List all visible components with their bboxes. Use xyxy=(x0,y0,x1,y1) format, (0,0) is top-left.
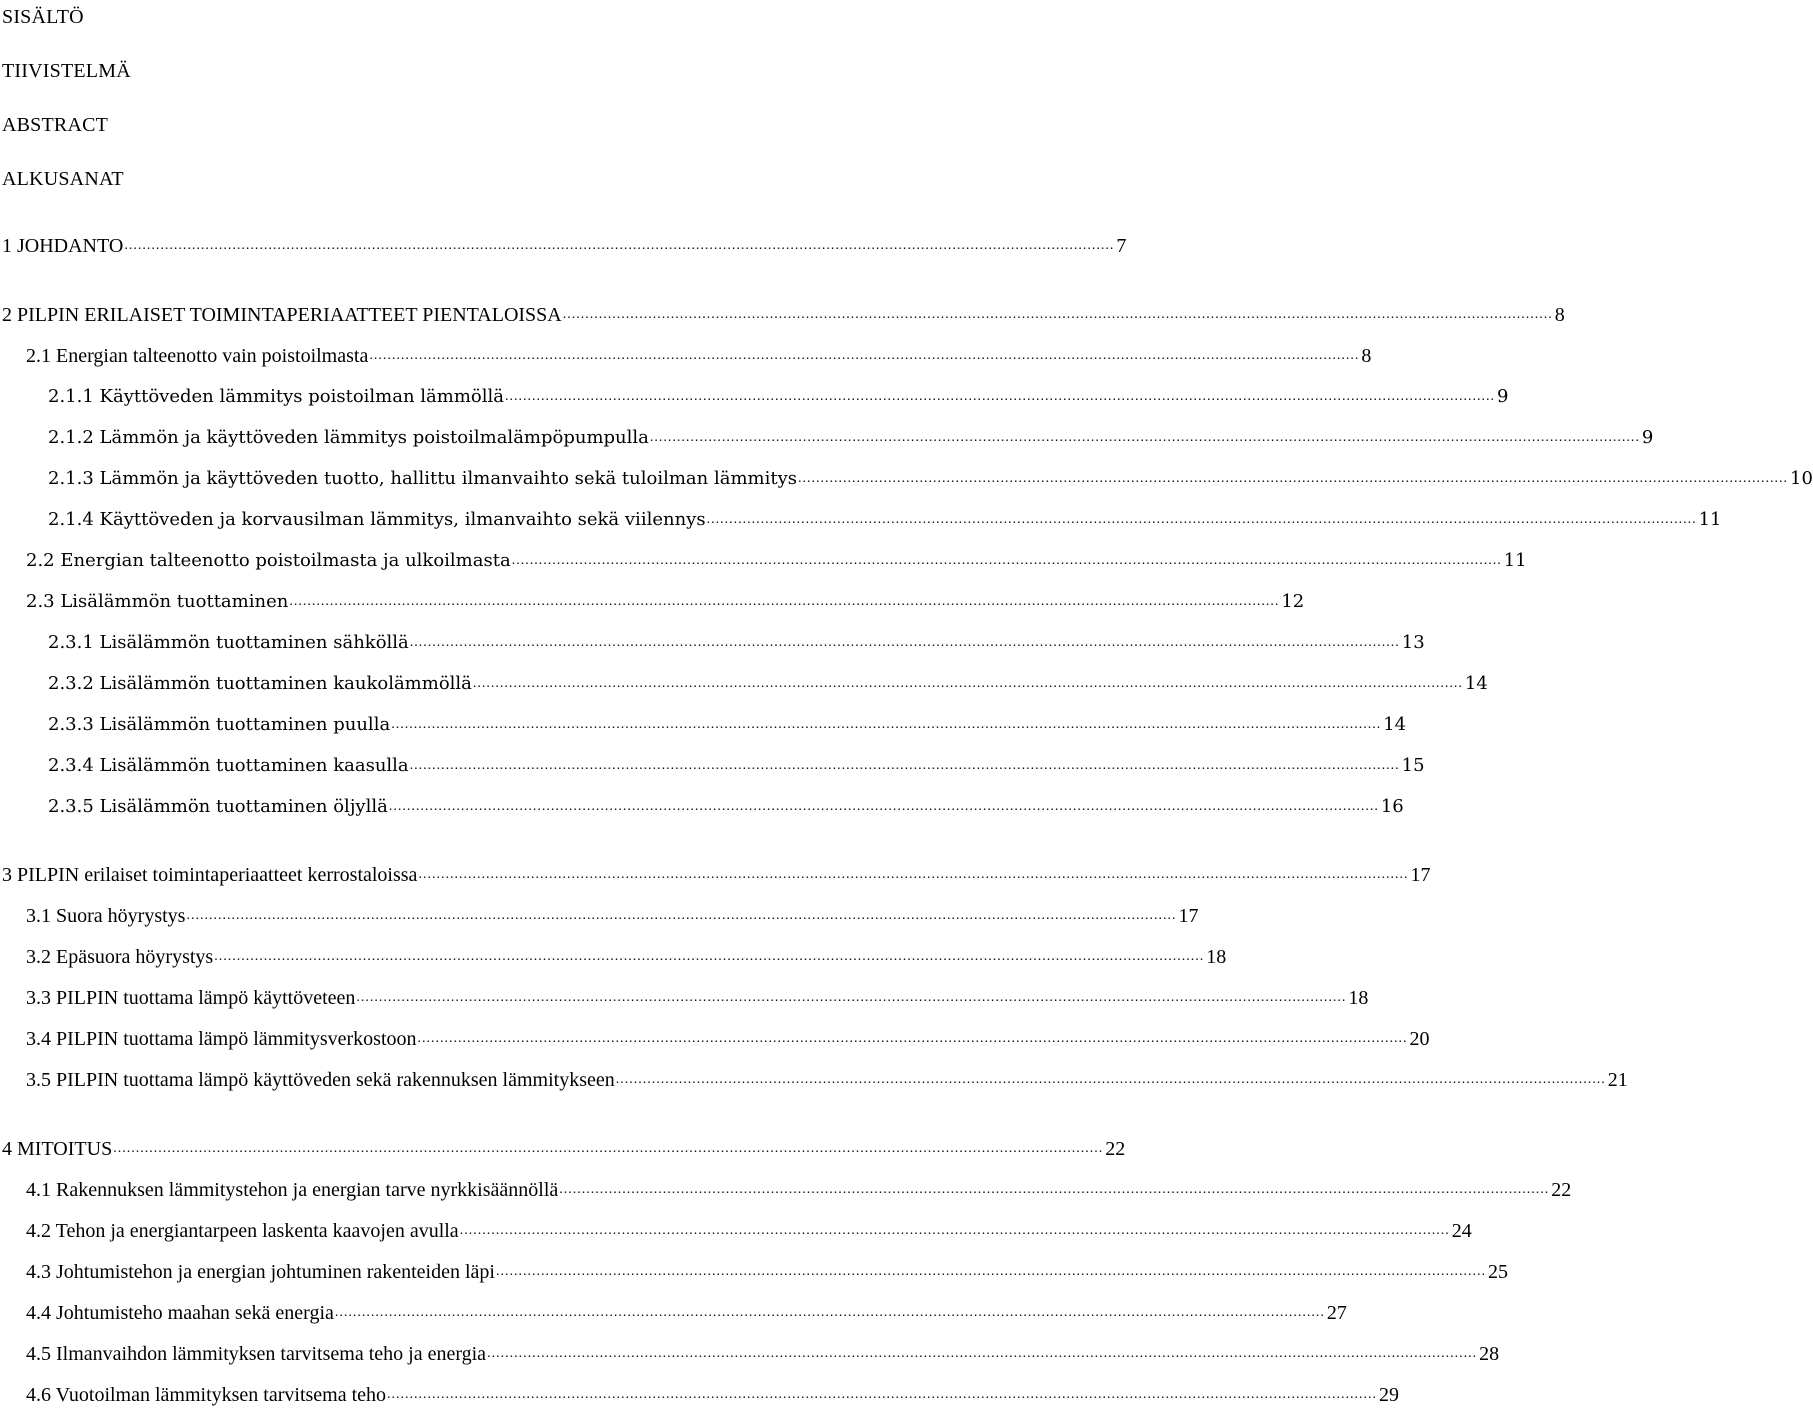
toc-entry[interactable] xyxy=(48,382,1509,408)
toc-entry-label: 2.3.4 Lisälämmön tuottaminen kaasulla xyxy=(48,755,409,776)
leader-dots: ............................................................................................................................................................................................................................ xyxy=(369,348,1360,363)
toc-entry-page: 22 xyxy=(1105,1138,1126,1160)
toc-entry-page: 11 xyxy=(1698,509,1722,530)
leader-dots: ............................................................................................................................................................................................................................ xyxy=(409,635,1400,650)
toc-entry-page: 9 xyxy=(1497,386,1509,407)
toc-entry-page: 11 xyxy=(1503,550,1527,571)
toc-entry-label: 2.3.3 Lisälämmön tuottaminen puulla xyxy=(48,714,391,735)
leader-dots: ............................................................................................................................................................................................................................ xyxy=(495,1264,1486,1279)
toc-entry-label: ABSTRACT xyxy=(2,114,109,136)
toc-entry-label: ALKUSANAT xyxy=(2,168,124,190)
toc-entry[interactable] xyxy=(26,587,1305,613)
leader-dots: ............................................................................................................................................................................................................................ xyxy=(487,1346,1478,1361)
leader-dots: ............................................................................................................................................................................................................................ xyxy=(562,307,1553,322)
toc-entry-label: 2.1.2 Lämmön ja käyttöveden lämmitys poistoilmalämpöpumpulla xyxy=(48,427,649,448)
toc-entry[interactable] xyxy=(26,1257,1508,1283)
toc-entry[interactable] xyxy=(26,942,1227,968)
leader-dots: ............................................................................................................................................................................................................................ xyxy=(615,1072,1606,1087)
toc-entry-label: 2.2 Energian talteenotto poistoilmasta ja ulkoilmasta xyxy=(26,550,511,571)
toc-entry[interactable] xyxy=(26,1339,1500,1365)
leader-dots: ............................................................................................................................................................................................................................ xyxy=(214,949,1205,964)
toc-entry-label: 3 PILPIN erilaiset toimintaperiaatteet kerrostaloissa xyxy=(2,864,418,886)
toc-entry-label: 2 PILPIN ERILAISET TOIMINTAPERIAATTEET PIENTALOISSA xyxy=(2,304,562,326)
toc-entry[interactable] xyxy=(26,341,1372,367)
toc-entry-page: 17 xyxy=(1178,905,1199,927)
toc-entry[interactable] xyxy=(48,505,1722,531)
leader-dots: ............................................................................................................................................................................................................................ xyxy=(418,867,1409,882)
toc-entry-label: 4.3 Johtumistehon ja energian johtuminen rakenteiden läpi xyxy=(26,1261,495,1283)
toc-entry-page: 21 xyxy=(1607,1069,1628,1091)
toc-entry-page: 25 xyxy=(1487,1261,1508,1283)
toc-entry-page: 14 xyxy=(1383,714,1407,735)
toc-entry-page: 14 xyxy=(1464,673,1488,694)
toc-entry[interactable] xyxy=(26,1024,1430,1050)
leader-dots: ............................................................................................................................................................................................................................ xyxy=(289,594,1280,609)
leader-dots: ............................................................................................................................................................................................................................ xyxy=(798,471,1789,486)
leader-dots: ............................................................................................................................................................................................................................ xyxy=(334,1305,1325,1320)
leader-dots: ............................................................................................................................................................................................................................ xyxy=(186,908,1177,923)
toc-entry[interactable] xyxy=(48,751,1425,777)
toc-entry-page: 7 xyxy=(1116,235,1127,257)
toc-entry-label: 2.1.1 Käyttöveden lämmitys poistoilman lämmöllä xyxy=(48,386,504,407)
toc-entry-page: 13 xyxy=(1401,632,1425,653)
toc-entry-label: SISÄLTÖ xyxy=(2,6,84,28)
toc-entry-label: 3.2 Epäsuora höyrystys xyxy=(26,946,214,968)
leader-dots: ............................................................................................................................................................................................................................ xyxy=(706,512,1697,527)
toc-entry-page: 18 xyxy=(1348,987,1369,1009)
toc-entry[interactable] xyxy=(2,1134,1126,1160)
toc-entry-page: 20 xyxy=(1409,1028,1430,1050)
toc-entry-page: 16 xyxy=(1380,796,1404,817)
toc-entry[interactable] xyxy=(26,546,1527,572)
leader-dots: ............................................................................................................................................................................................................................ xyxy=(511,553,1502,568)
toc-entry[interactable] xyxy=(48,423,1654,449)
toc-entry[interactable] xyxy=(26,1380,1400,1406)
leader-dots: ............................................................................................................................................................................................................................ xyxy=(559,1182,1550,1197)
toc-entry-page: 9 xyxy=(1641,427,1654,448)
leader-dots: ............................................................................................................................................................................................................................ xyxy=(649,430,1640,445)
toc-entry-label: 4.2 Tehon ja energiantarpeen laskenta kaavojen avulla xyxy=(26,1220,459,1242)
toc-entry[interactable] xyxy=(26,983,1369,1009)
toc-entry[interactable] xyxy=(26,1065,1628,1091)
toc-entry-page: 29 xyxy=(1379,1384,1400,1406)
toc-entry-page: 12 xyxy=(1281,591,1305,612)
leader-dots: ............................................................................................................................................................................................................................ xyxy=(124,238,1115,253)
toc-entry-label: 2.3.5 Lisälämmön tuottaminen öljyllä xyxy=(48,796,388,817)
toc-entry-page: 8 xyxy=(1554,304,1565,326)
toc-entry-page: 18 xyxy=(1206,946,1227,968)
toc-entry[interactable] xyxy=(48,669,1488,695)
toc-entry-label: 4 MITOITUS xyxy=(2,1138,113,1160)
toc-entry[interactable] xyxy=(26,1175,1572,1201)
toc-entry[interactable] xyxy=(48,628,1425,654)
toc-entry-page: 17 xyxy=(1410,864,1431,886)
leader-dots: ............................................................................................................................................................................................................................ xyxy=(417,1031,1408,1046)
leader-dots: ............................................................................................................................................................................................................................ xyxy=(505,389,1495,404)
toc-entry[interactable] xyxy=(2,300,1565,326)
toc-entry-label: 2.1 Energian talteenotto vain poistoilmasta xyxy=(26,345,369,367)
toc-entry-label: 2.1.3 Lämmön ja käyttöveden tuotto, hallittu ilmanvaihto sekä tuloilman lämmitys xyxy=(48,468,798,489)
toc-entry[interactable] xyxy=(26,901,1199,927)
toc-heading-sisalto[interactable] xyxy=(2,2,959,28)
toc-entry-label: 4.1 Rakennuksen lämmitystehon ja energian tarve nyrkkisäännöllä xyxy=(26,1179,559,1201)
leader-dots: ............................................................................................................................................................................................................................ xyxy=(409,758,1400,773)
toc-entry-page: 28 xyxy=(1479,1343,1500,1365)
toc-entry[interactable] xyxy=(48,710,1407,736)
toc-entry-page: 22 xyxy=(1551,1179,1572,1201)
toc-entry-label: 3.5 PILPIN tuottama lämpö käyttöveden sekä rakennuksen lämmitykseen xyxy=(26,1069,615,1091)
toc-entry-page: 24 xyxy=(1451,1220,1472,1242)
leader-dots: ............................................................................................................................................................................................................................ xyxy=(387,1387,1378,1402)
toc-entry-label: 2.3.2 Lisälämmön tuottaminen kaukolämmöllä xyxy=(48,673,472,694)
toc-entry-page: 8 xyxy=(1361,345,1372,367)
leader-dots: ............................................................................................................................................................................................................................ xyxy=(113,1141,1104,1156)
toc-entry[interactable] xyxy=(2,860,1431,886)
toc-entry-label: 2.3 Lisälämmön tuottaminen xyxy=(26,591,289,612)
toc-entry-page: 10 xyxy=(1790,468,1813,489)
toc-entry[interactable] xyxy=(2,231,1127,257)
leader-dots: ............................................................................................................................................................................................................................ xyxy=(391,717,1382,732)
toc-heading-tiivistelma[interactable] xyxy=(2,56,959,82)
toc-heading-abstract[interactable] xyxy=(2,110,959,136)
toc-entry-label: 4.5 Ilmanvaihdon lämmityksen tarvitsema teho ja energia xyxy=(26,1343,487,1365)
toc-entry-label: TIIVISTELMÄ xyxy=(2,60,131,82)
toc-entry-label: 3.4 PILPIN tuottama lämpö lämmitysverkostoon xyxy=(26,1028,417,1050)
toc-entry-page: 27 xyxy=(1326,1302,1347,1324)
toc-entry[interactable] xyxy=(26,1216,1472,1242)
leader-dots: ............................................................................................................................................................................................................................ xyxy=(356,990,1347,1005)
toc-entry-label: 2.3.1 Lisälämmön tuottaminen sähköllä xyxy=(48,632,409,653)
toc-entry[interactable] xyxy=(26,1298,1347,1324)
toc-entry-label: 4.6 Vuotoilman lämmityksen tarvitsema teho xyxy=(26,1384,387,1406)
toc-entry[interactable] xyxy=(48,464,1813,490)
toc-entry-label: 3.1 Suora höyrystys xyxy=(26,905,186,927)
toc-heading-alkusanat[interactable] xyxy=(2,164,959,190)
toc-entry-label: 3.3 PILPIN tuottama lämpö käyttöveteen xyxy=(26,987,356,1009)
toc-entry[interactable] xyxy=(48,792,1404,818)
toc-entry-page: 15 xyxy=(1401,755,1425,776)
leader-dots: ............................................................................................................................................................................................................................ xyxy=(472,676,1463,691)
leader-dots: ............................................................................................................................................................................................................................ xyxy=(388,799,1379,814)
leader-dots: ............................................................................................................................................................................................................................ xyxy=(459,1223,1450,1238)
toc-entry-label: 1 JOHDANTO xyxy=(2,235,124,257)
toc-entry-label: 4.4 Johtumisteho maahan sekä energia xyxy=(26,1302,334,1324)
toc-entry-label: 2.1.4 Käyttöveden ja korvausilman lämmitys, ilmanvaihto sekä viilennys xyxy=(48,509,706,530)
